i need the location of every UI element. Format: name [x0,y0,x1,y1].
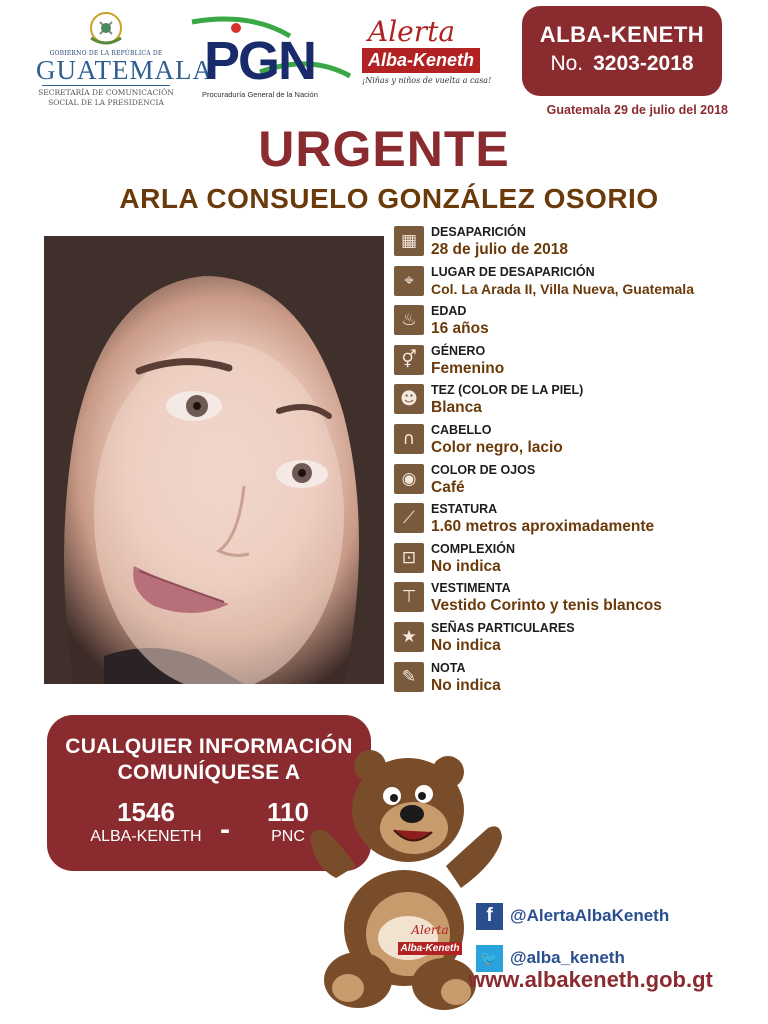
phone-label-alba-keneth: ALBA-KENETH [90,828,202,845]
gt-name: GUATEMALA [36,55,213,85]
detail-value: Col. La Arada II, Villa Nueva, Guatemala [431,280,694,297]
facebook-icon: f [476,903,503,930]
ruler-icon: ⟋ [394,503,424,533]
alerta-alba-keneth-logo [362,15,502,100]
birthday-cake-icon: ♨ [394,305,424,335]
detail-label: SEÑAS PARTICULARES [431,620,575,635]
detail-value: No indica [431,676,501,694]
phone-number-1546: 1546 [117,797,175,827]
phone-number-110: 110 [267,797,309,827]
guatemala-government-logo [36,8,213,116]
detail-value: 1.60 metros aproximadamente [431,518,655,536]
detail-row-eye-color [394,461,744,501]
gt-sub-line2: SOCIAL DE LA PRESIDENCIA [48,98,164,107]
detail-row-gender [394,342,744,382]
scale-icon: ⊡ [394,543,424,573]
detail-row-note [394,659,744,699]
note-edit-icon: ✎ [394,662,424,692]
phone-label-pnc: PNC [271,828,305,845]
detail-label: LUGAR DE DESAPARICIÓN [431,264,595,279]
detail-label: CABELLO [431,422,492,437]
divider [42,85,170,86]
detail-value: Blanca [431,399,482,417]
alerta-name: Alba-Keneth [362,48,480,73]
detail-row-clothing [394,579,744,619]
location-pin-icon: ⌖ [394,266,424,296]
case-number-row [522,52,722,76]
gt-top-text: GOBIERNO DE LA REPÚBLICA DE [49,50,163,57]
star-icon: ★ [394,622,424,652]
hair-icon: ∩ [394,424,424,454]
case-title: ALBA-KENETH [539,22,705,47]
urgent-headline: URGENTE [258,121,510,177]
detail-value: Color negro, lacio [431,438,563,456]
twitter-handle[interactable]: @alba_keneth [510,948,625,967]
detail-label: VESTIMENTA [431,581,511,596]
pgn-logo [190,14,352,104]
detail-value: No indica [431,557,501,575]
detail-value: 16 años [431,320,489,338]
details-list [394,223,744,698]
calendar-icon: ▦ [394,226,424,256]
alerta-word: Alerta [368,15,456,48]
facebook-handle[interactable]: @AlertaAlbaKeneth [510,906,670,925]
contact-line1: CUALQUIER INFORMACIÓN [65,735,353,758]
detail-row-build [394,540,744,580]
facebook-link[interactable] [476,898,669,934]
guatemala-seal-icon [83,8,129,48]
gender-icon: ⚥ [394,345,424,375]
detail-label: DESAPARICIÓN [431,225,526,239]
detail-label: ESTATURA [431,502,498,517]
number-separator: - [220,813,230,846]
bear-badge [380,924,480,955]
detail-label: COMPLEXIÓN [431,541,516,556]
missing-person-name: ARLA CONSUELO GONZÁLEZ OSORIO [119,183,659,214]
detail-value: No indica [431,636,501,654]
alerta-tagline: ¡Niñas y niños de vuelta a casa! [362,76,492,85]
case-no-label: No. [550,52,584,75]
twitter-icon: 🐦 [476,945,503,972]
shirt-icon: ⊤ [394,582,424,612]
detail-label: EDAD [431,304,467,319]
detail-row-marks [394,619,744,659]
detail-label: TEZ (COLOR DE LA PIEL) [431,383,584,398]
contact-line2: COMUNÍQUESE A [117,761,301,784]
detail-row-skin [394,381,744,421]
detail-value: 28 de julio de 2018 [431,241,568,258]
detail-row-disappearance-date [394,223,744,263]
detail-value: Femenino [431,359,505,377]
detail-label: COLOR DE OJOS [431,462,536,477]
detail-row-location [394,263,744,303]
case-number: 3203-2018 [593,52,694,75]
detail-row-hair [394,421,744,461]
bear-badge-word: Alerta [411,923,449,937]
detail-label: GÉNERO [431,343,486,358]
issue-date: Guatemala 29 de julio del 2018 [546,103,728,117]
website-link[interactable]: www.albakeneth.gob.gt [468,967,713,992]
missing-person-photo [44,236,384,684]
pgn-caption: Procuraduría General de la Nación [202,90,318,99]
case-number-box [522,6,722,96]
detail-row-height [394,500,744,540]
pgn-letters: PGN [204,31,316,91]
gt-sub-line1: SECRETARÍA DE COMUNICACIÓN [38,88,174,97]
bear-badge-name: Alba-Keneth [398,942,463,955]
head-profile-icon: ☻ [394,384,424,414]
detail-row-age [394,302,744,342]
detail-value: Vestido Corinto y tenis blancos [431,597,662,615]
detail-value: Café [431,478,465,496]
phone-alba-keneth [81,797,211,846]
detail-label: NOTA [431,660,466,675]
eye-icon: ◉ [394,464,424,494]
